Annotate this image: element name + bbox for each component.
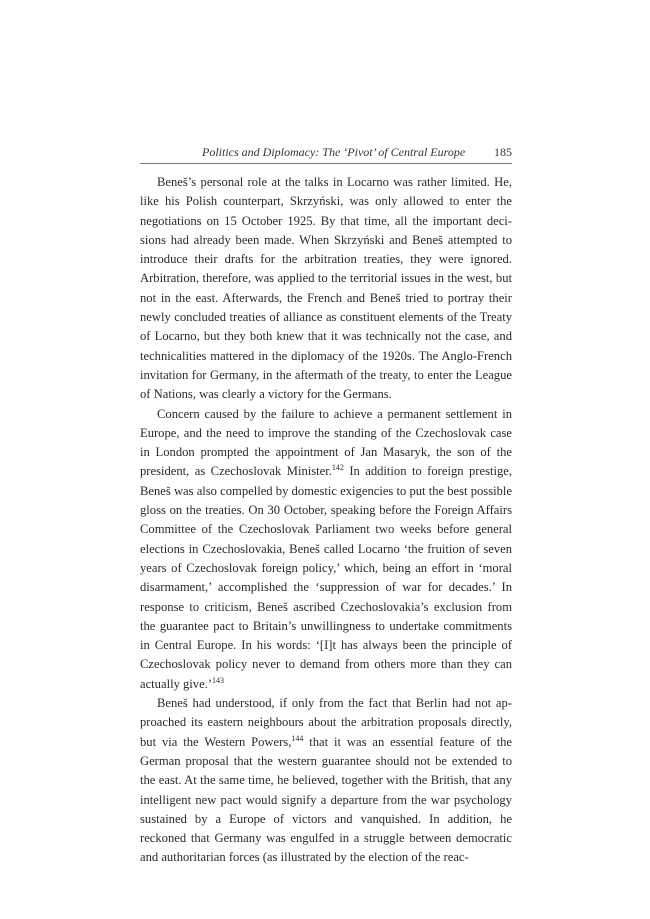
footnote-ref-142[interactable]: 142	[331, 463, 344, 473]
paragraph-text: Beneš had understood, if only from the fact that Berlin had not approached its eastern neighbours about the arbitration proposals directly, but via the Western Powers,	[140, 696, 512, 749]
paragraph-text: In addition to foreign prestige, Beneš was also compelled by domestic exigencies to put the best possible gloss on the treaties. On 30 October, speaking before the Foreign Affairs Committee of the Czechoslovak Parliament two weeks before general elections in Czechoslovakia, Beneš called Locarno ‘the fruition of seven years of Czechoslovak foreign policy,’ which, being an effort in ‘moral disarmament,’ accomplished the ‘suppression of war for decades.’ In response to criticism, Beneš ascribed Czechoslovakia’s exclusion from the guarantee pact to Britain’s unwillingness to undertake commitments in Central Europe. In his words: ‘[I]t has always been the principle of Czechoslovak policy never to demand from others more than they can actually give.’	[140, 464, 513, 691]
header-rule	[140, 163, 512, 164]
footnote-ref-143[interactable]: 143	[212, 675, 225, 685]
paragraph-2	[140, 405, 512, 694]
footnote-ref-144[interactable]: 144	[291, 733, 304, 743]
paragraph-text: that it was an essential feature of the German proposal that the western guarantee should not be extended to the east. At the same time, he believed, together with the British, that any intelligent new pact would signify a departure from the war psychology sustained by a Europe of victors and vanquished. In addition, he reckoned that Germany was engulfed in a struggle between democratic and authoritarian forces (as illustrated by the election of the reac-	[140, 734, 512, 865]
running-title: Politics and Diplomacy: The ‘Pivot’ of Central Europe	[202, 145, 466, 159]
paragraph-text: Concern caused by the failure to achieve a permanent settlement in Europe, and the need to improve the standing of the Czechoslovak case in London prompted the appointment of Jan Masaryk, the son of the president, as Czechoslovak Minister.	[140, 406, 512, 479]
paragraph-3	[140, 694, 512, 868]
paragraph-text: Beneš’s personal role at the talks in Locarno was rather limited. He, like his Polish counterpart, Skrzyński, was only allowed to enter the negotiations on 15 October 1925. By that time, all the important decisions had already been made. When Skrzyński and Beneš attempted to introduce their drafts for the arbitration treaties, they were ignored. Arbitration, therefore, was applied to the territorial issues in the west, but not in the east. Afterwards, the French and Beneš tried to portray their newly concluded treaties of alliance as constituent elements of the Treaty of Locarno, but they both knew that it was technically not the case, and technicalities mattered in the diplomacy of the 1920s. The Anglo-French invitation for Germany, in the aftermath of the treaty, to enter the League of Nations, was clearly a victory for the Germans.	[140, 175, 512, 402]
page-number: 185	[494, 145, 512, 159]
running-header	[140, 145, 512, 163]
paragraph-1	[140, 173, 512, 405]
body-text	[140, 173, 512, 868]
